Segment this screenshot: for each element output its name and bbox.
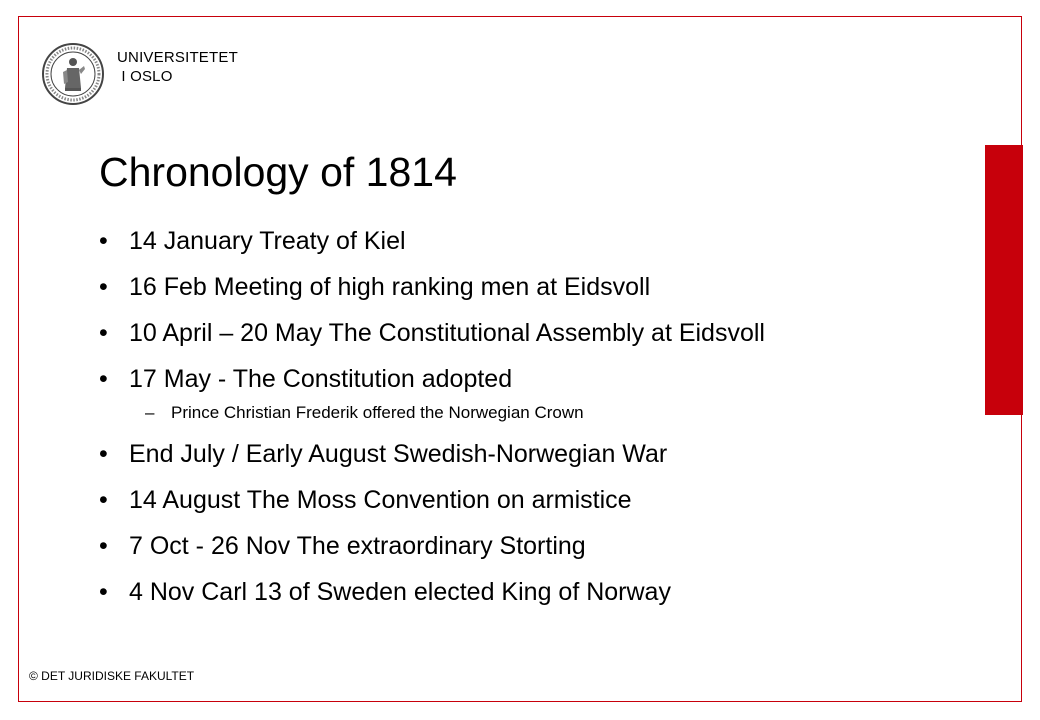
university-name — [117, 48, 238, 86]
bullet-text: 14 August The Moss Convention on armistice — [129, 486, 632, 514]
bullet-marker: • — [99, 273, 108, 301]
bullet-marker: • — [99, 486, 108, 514]
bullet-item — [99, 486, 859, 515]
sub-bullet-marker: – — [145, 403, 155, 422]
footer-copyright: © DET JURIDISKE FAKULTET — [29, 669, 195, 683]
bullet-item — [99, 578, 859, 607]
university-name-line-1: UNIVERSITETET — [117, 49, 238, 66]
bullet-marker: • — [99, 532, 108, 560]
slide-title: Chronology of 1814 — [99, 149, 457, 195]
bullet-item — [99, 365, 859, 394]
bullet-item — [99, 319, 859, 348]
sub-bullet-item — [99, 402, 859, 423]
bullet-text: 14 January Treaty of Kiel — [129, 227, 406, 255]
bullet-marker: • — [99, 365, 108, 393]
bullet-list — [99, 227, 859, 624]
bullet-marker: • — [99, 578, 108, 606]
accent-bar — [985, 145, 1023, 415]
bullet-text: 4 Nov Carl 13 of Sweden elected King of Norway — [129, 578, 671, 606]
bullet-text: 16 Feb Meeting of high ranking men at Eidsvoll — [129, 273, 651, 301]
bullet-item — [99, 532, 859, 561]
bullet-marker: • — [99, 319, 108, 347]
bullet-item — [99, 440, 859, 469]
university-name-line-2: I OSLO — [117, 68, 173, 85]
bullet-item — [99, 273, 859, 302]
bullet-text: 10 April – 20 May The Constitutional Assembly at Eidsvoll — [129, 319, 765, 347]
sub-bullet-text: Prince Christian Frederik offered the Norwegian Crown — [171, 403, 584, 422]
bullet-text: End July / Early August Swedish-Norwegian War — [129, 440, 668, 468]
bullet-item — [99, 227, 859, 256]
university-seal-icon — [41, 42, 105, 106]
bullet-marker: • — [99, 227, 108, 255]
slide — [18, 16, 1022, 702]
bullet-text: 7 Oct - 26 Nov The extraordinary Storting — [129, 532, 586, 560]
bullet-marker: • — [99, 440, 108, 468]
bullet-text: 17 May - The Constitution adopted — [129, 365, 513, 393]
